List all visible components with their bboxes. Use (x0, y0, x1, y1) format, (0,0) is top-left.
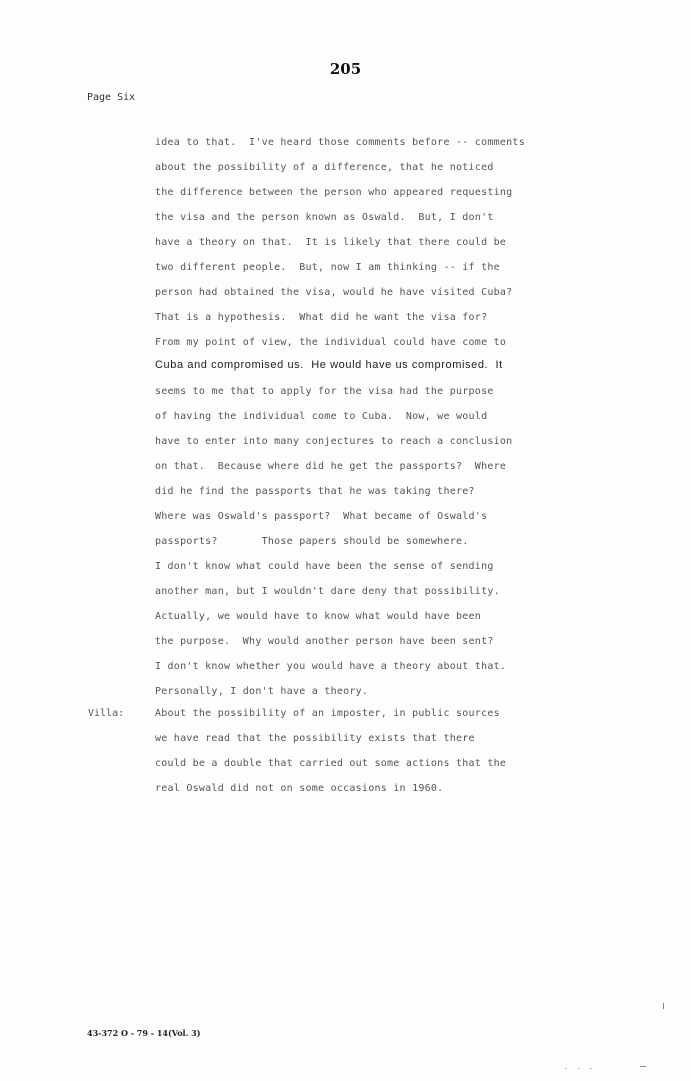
scan-mark (590, 1068, 592, 1069)
text-line: Personally, I don't have a theory. (155, 686, 369, 697)
text-line: passports? Those papers should be somewhere. (155, 536, 469, 547)
scan-mark (663, 1003, 664, 1009)
text-line: on that. Because where did he get the passports? Where (155, 461, 507, 472)
text-line: of having the individual come to Cuba. Now, we would (155, 411, 488, 422)
scan-mark (640, 1066, 646, 1067)
text-line: real Oswald did not on some occasions in 1960. (155, 783, 444, 794)
text-line: Cuba and compromised us. He would have us compromised. It (155, 359, 503, 371)
scan-mark (565, 1068, 567, 1069)
text-line: have to enter into many conjectures to reach a conclusion (155, 436, 513, 447)
page-number: 205 (329, 60, 362, 78)
text-line: the difference between the person who appeared requesting (155, 187, 513, 198)
text-line: about the possibility of a difference, that he noticed (155, 162, 494, 173)
text-line: I don't know whether you would have a theory about that. (155, 661, 507, 672)
text-line: I don't know what could have been the sense of sending (155, 561, 494, 572)
text-line: could be a double that carried out some actions that the (155, 758, 507, 769)
text-line: Where was Oswald's passport? What became of Oswald's (155, 511, 488, 522)
footer-print-code: 43-372 O - 79 - 14(Vol. 3) (87, 1028, 201, 1038)
text-line: idea to that. I've heard those comments before -- comments (155, 137, 525, 148)
speaker-label: Villa: (88, 708, 125, 719)
text-line: another man, but I wouldn't dare deny that possibility. (155, 586, 500, 597)
text-line: From my point of view, the individual could have come to (155, 337, 507, 348)
text-line: seems to me that to apply for the visa had the purpose (155, 386, 494, 397)
text-line: did he find the passports that he was taking there? (155, 486, 475, 497)
text-line: have a theory on that. It is likely that there could be (155, 237, 507, 248)
page-label: Page Six (87, 92, 136, 103)
text-line: That is a hypothesis. What did he want the visa for? (155, 312, 488, 323)
text-line: the visa and the person known as Oswald. But, I don't (155, 212, 494, 223)
text-line: Actually, we would have to know what would have been (155, 611, 482, 622)
text-line: we have read that the possibility exists that there (155, 733, 475, 744)
text-line: two different people. But, now I am thinking -- if the (155, 262, 500, 273)
text-line: the purpose. Why would another person have been sent? (155, 636, 494, 647)
text-line: About the possibility of an imposter, in public sources (155, 708, 500, 719)
text-line: person had obtained the visa, would he have visited Cuba? (155, 287, 513, 298)
scan-mark (578, 1068, 580, 1069)
